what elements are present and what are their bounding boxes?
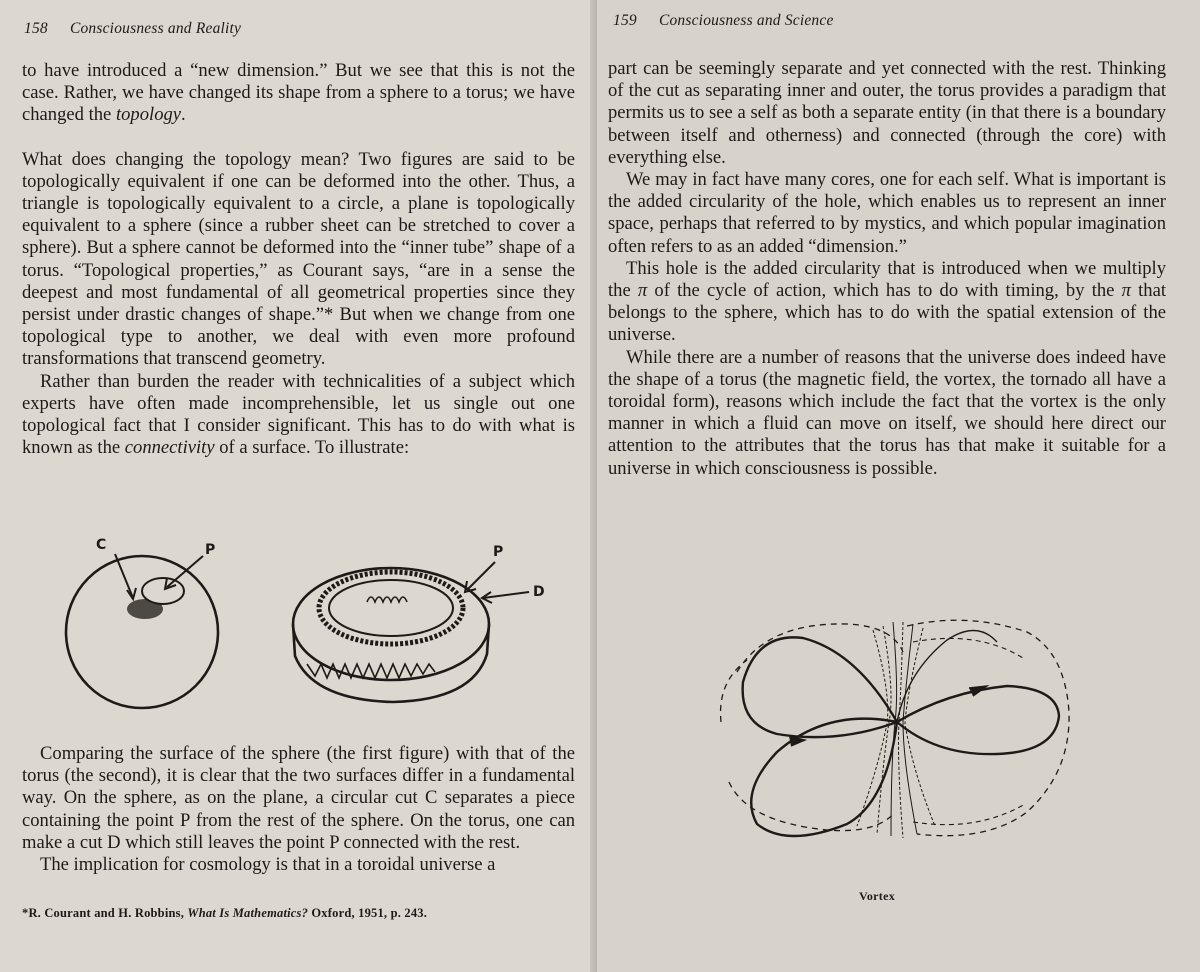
label-p1: P	[205, 542, 216, 558]
point-region-p	[142, 578, 184, 604]
torus-hole	[367, 597, 407, 602]
left-text-bottom	[22, 743, 575, 876]
torus-drawing	[293, 562, 529, 702]
left-paragraph-2	[22, 149, 575, 371]
arrow-p1	[167, 556, 203, 587]
left-paragraph-5	[22, 854, 575, 876]
text-run: Rather than burden the reader with technicalities of a subject which experts have often made incomprehensible, let us single out one topological fact that I consider significant. This has to do with what is known as the	[22, 370, 575, 459]
left-paragraph-3	[22, 371, 575, 460]
arrow-c	[115, 554, 133, 598]
text-run: .	[181, 104, 186, 126]
label-c: C	[96, 537, 107, 553]
text-run: to have introduced a “new dimension.” But we see that this is not the case. Rather, we have changed its shape from a sphere to a torus; we have changed the	[22, 60, 575, 126]
right-running-head	[613, 12, 834, 30]
text-run: Comparing the surface of the sphere (the first figure) with that of the torus (the second), it is clear that the two surfaces differ in a fundamental way. On the sphere, as on the plane, a circular cut C separates a piece containing the point P from the rest of the sphere. On the torus, one can make a cut D which still leaves the point P connected with the rest.	[22, 743, 575, 853]
text-run: What does changing the topology mean? Two figures are said to be topologically equivalent if one can be deformed into the other. Thus, a triangle is topologically equivalent to a circle, a plane is topologically equivalent to a sphere (since a rubber sheet can be stretched to cover a sphere). But a sphere cannot be deformed into the “inner tube” shape of a torus. “Topological properties,” as Courant says, “are in a sense the deepest and most fundamental of all geometrical properties since they persist under drastic changes of shape.”* But when we change from one topological type to another, we deal with even more profound transformations that transcend geometry.	[22, 148, 575, 370]
sphere-outline	[66, 556, 218, 708]
footnote	[22, 906, 427, 921]
text-run: that belongs to the sphere, which has to do with the spatial extension of the universe.	[608, 280, 1166, 346]
label-d: D	[533, 584, 545, 600]
right-page-number: 159	[613, 12, 637, 29]
right-paragraph-2	[608, 169, 1166, 258]
italic-text: π	[1121, 280, 1131, 302]
text-run: This hole is the added circularity that is introduced when we multiply the	[608, 257, 1166, 302]
left-paragraph-4	[22, 743, 575, 854]
vortex-figure	[707, 612, 1087, 852]
sphere-torus-figure	[55, 532, 545, 732]
vortex-caption: Vortex	[859, 889, 896, 903]
left-text-top	[22, 60, 575, 459]
label-p2: P	[493, 544, 504, 560]
italic-text: What Is Mathematics?	[187, 906, 309, 920]
italic-text: topology	[115, 104, 182, 126]
right-running-head-title: Consciousness and Science	[658, 12, 834, 29]
italic-text: connectivity	[124, 437, 215, 459]
text-run: *R. Courant and H. Robbins,	[22, 906, 188, 920]
italic-text: π	[637, 280, 648, 302]
text-run: of a surface. To illustrate:	[214, 437, 410, 459]
text-run: While there are a number of reasons that the universe does indeed have the shape of a torus (the magnetic field, the vortex, the tornado all have a toroidal form), reasons which include the fact that the vortex is the only manner in which a fluid can move on itself, we should here direct our attention to the attributes that the torus has that make it suitable for a universe in which consciousness is possible.	[608, 346, 1166, 479]
right-paragraph-1	[608, 58, 1166, 169]
text-run: The implication for cosmology is that in a toroidal universe a	[40, 854, 496, 876]
text-run: of the cycle of action, which has to do with timing, by the	[647, 280, 1122, 302]
right-paragraph-4	[608, 347, 1166, 480]
left-running-head-title: Consciousness and Reality	[69, 20, 242, 37]
text-run: We may in fact have many cores, one for each self. What is important is the added circularity of the hole, which enables us to represent an inner space, perhaps that referred to by mystics, and which popular imagination often refers to as an added “dimension.”	[608, 169, 1166, 257]
right-text	[608, 58, 1166, 480]
text-run: Oxford, 1951, p. 243.	[308, 906, 428, 920]
arrow-p2	[467, 562, 495, 590]
right-page	[597, 0, 1200, 972]
left-page	[0, 0, 597, 972]
left-paragraph-1	[22, 60, 575, 127]
left-page-number: 158	[24, 20, 48, 37]
text-run: part can be seemingly separate and yet connected with the rest. Thinking of the cut as separating inner and outer, the torus provides a paradigm that permits us to see a self as both a separate entity (in that there is a boundary between itself and otherness) and connected (through the core) with everything else.	[608, 58, 1166, 168]
left-running-head	[24, 20, 241, 38]
right-paragraph-3	[608, 258, 1166, 347]
